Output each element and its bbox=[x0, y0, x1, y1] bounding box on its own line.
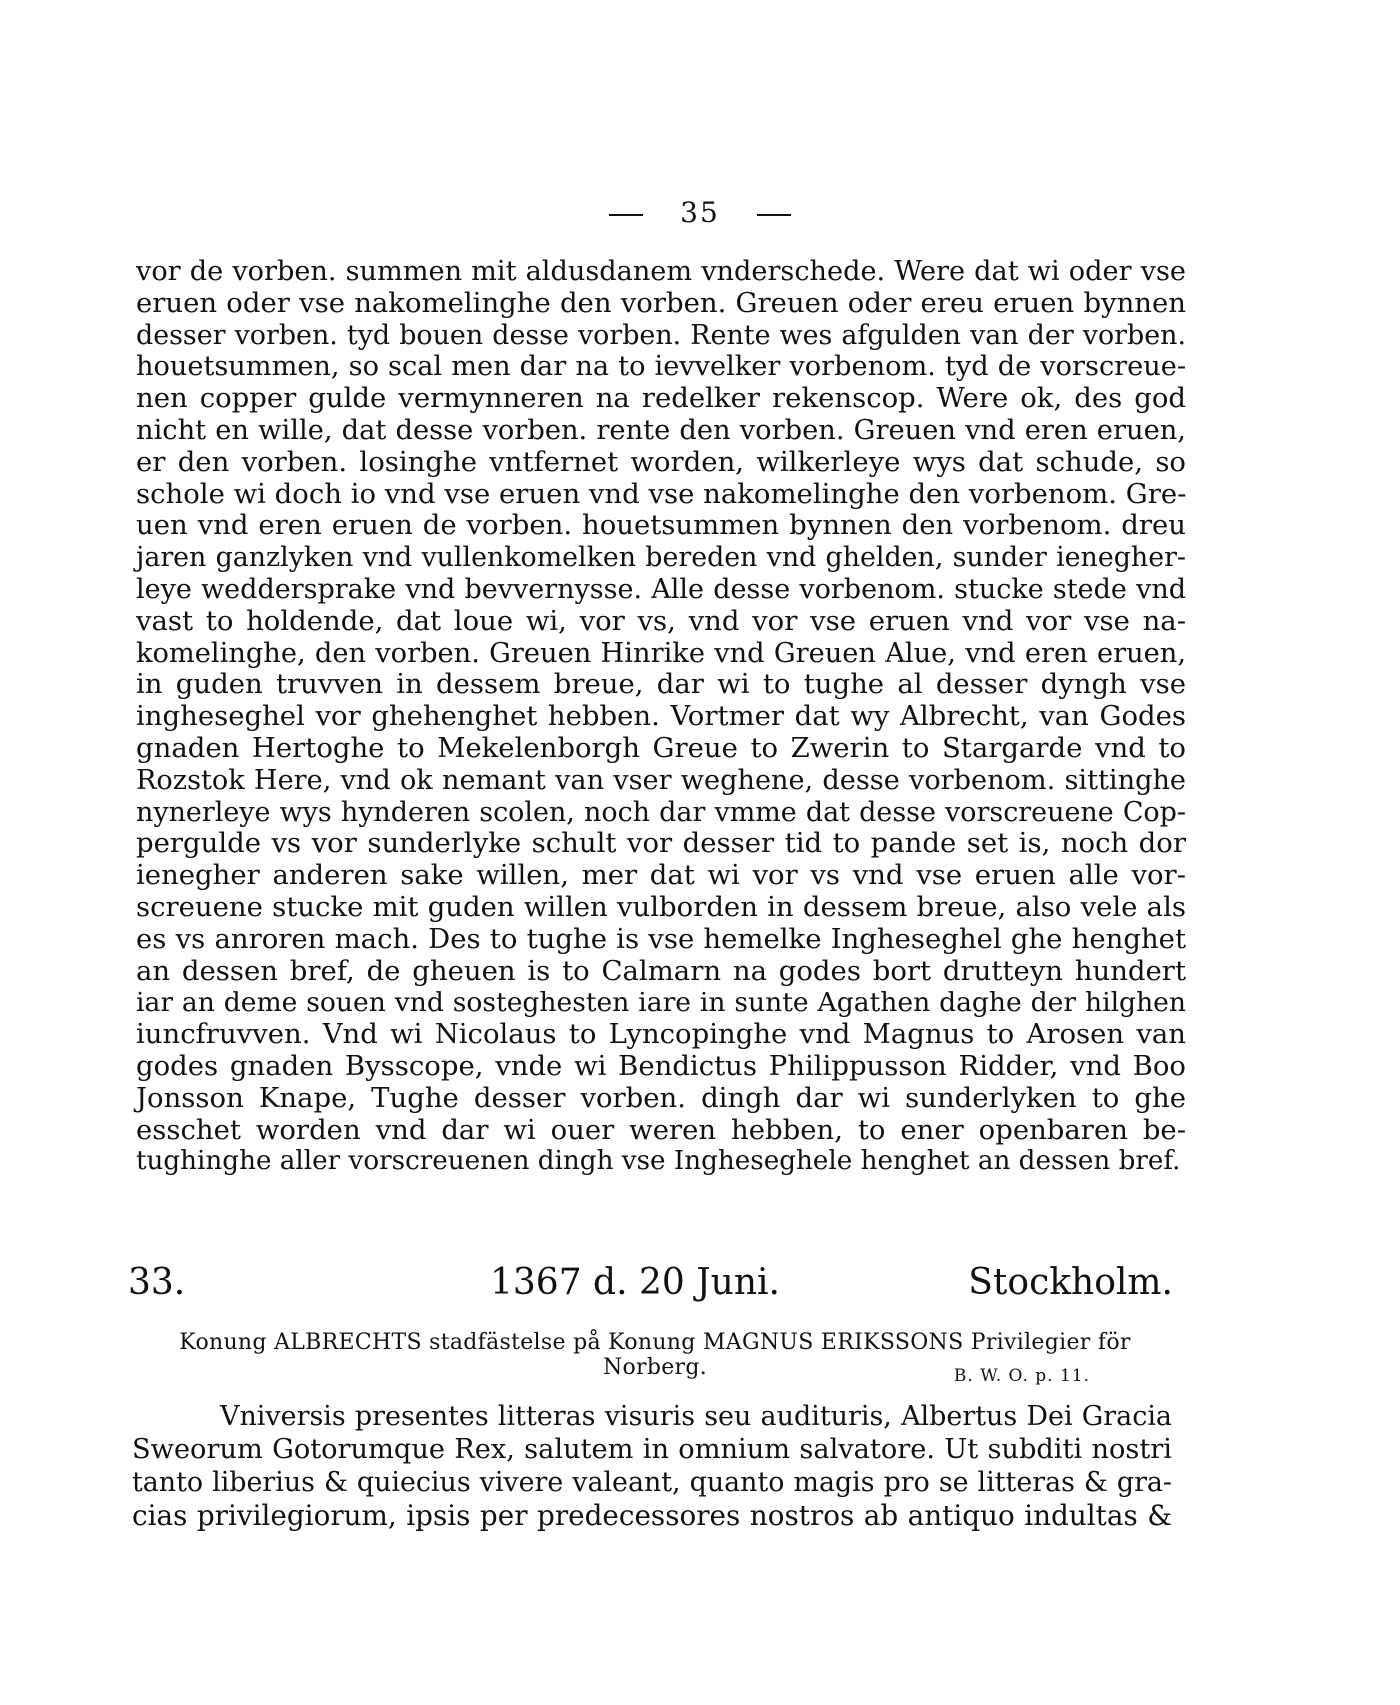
text-line: gnaden Hertoghe to Mekelenborgh Greue to Zwerin to Stargarde vnd to bbox=[136, 731, 1186, 764]
text-line: leye weddersprake vnd bevvernysse. Alle desse vorbenom. stucke stede vnd bbox=[136, 573, 1186, 605]
body-text bbox=[136, 256, 1186, 1178]
text-line: iar an deme souen vnd sosteghesten iare in sunte Agathen daghe der hilghen bbox=[136, 987, 1186, 1019]
text-line: nynerleye wys hynderen scolen, noch dar vmme dat desse vorscreuene Cop- bbox=[136, 796, 1186, 828]
entry-heading bbox=[128, 1262, 1173, 1306]
text-line: nen copper gulde vermynneren na redelker rekenscop. Were ok, des god bbox=[136, 382, 1186, 415]
text-line: godes gnaden Bysscope, vnde wi Bendictus Philippusson Ridder, vnd Boo bbox=[136, 1049, 1186, 1082]
text-line: vor de vorben. summen mit aldusdanem vnderschede. Were dat wi oder vse bbox=[136, 256, 1186, 287]
entry-date: 1367 d. 20 Juni. bbox=[490, 1262, 781, 1303]
text-line: pergulde vs vor sunderlyke schult vor desser tid to pande set is, noch dor bbox=[136, 827, 1186, 860]
latin-line: cias privilegiorum, ipsis per predecessores nostros ab antiquo indultas & bbox=[132, 1499, 1172, 1532]
text-line: esschet worden vnd dar wi ouer weren hebben, to ener openbaren be- bbox=[136, 1113, 1186, 1146]
text-line: ienegher anderen sake willen, mer dat wi vor vs vnd vse eruen alle vor- bbox=[136, 859, 1186, 892]
latin-text bbox=[132, 1400, 1172, 1532]
text-line: Jonsson Knape, Tughe desser vorben. dingh dar wi sunderlyken to ghe bbox=[136, 1081, 1186, 1114]
text-line: in guden truvven in dessem breue, dar wi to tughe al desser dyngh vse bbox=[136, 668, 1186, 701]
page-header bbox=[0, 196, 1400, 229]
text-line: es vs anroren mach. Des to tughe is vse hemelke Ingheseghel ghe henghet bbox=[136, 922, 1186, 955]
text-line: desser vorben. tyd bouen desse vorben. Rente wes afgulden van der vorben. bbox=[136, 319, 1186, 351]
text-line: nicht en wille, dat desse vorben. rente den vorben. Greuen vnd eren eruen, bbox=[136, 414, 1186, 446]
entry-source: B. W. O. p. 11. bbox=[953, 1366, 1090, 1386]
latin-line: tanto liberius & quiecius vivere valeant, quanto magis pro se litteras & gra- bbox=[132, 1467, 1172, 1498]
latin-line: Vniversis presentes litteras visuris seu audituris, Albertus Dei Gracia bbox=[220, 1401, 1172, 1432]
text-line: uen vnd eren eruen de vorben. houetsummen bynnen den vorbenom. dreu bbox=[136, 509, 1186, 542]
text-line: eruen oder vse nakomelinghe den vorben. Greuen oder ereu eruen bynnen bbox=[136, 286, 1186, 319]
text-line: ingheseghel vor ghehenghet hebben. Vortmer dat wy Albrecht, van Godes bbox=[136, 700, 1186, 733]
text-line: er den vorben. losinghe vntfernet worden, wilkerleye wys dat schude, so bbox=[136, 445, 1186, 478]
text-line: screuene stucke mit guden willen vulborden in dessem breue, also vele als bbox=[136, 890, 1186, 923]
page-number: 35 bbox=[680, 196, 720, 229]
entry-place: Stockholm. bbox=[968, 1262, 1173, 1303]
text-line: jaren ganzlyken vnd vullenkomelken bereden vnd ghelden, sunder ienegher- bbox=[136, 542, 1186, 574]
text-line: Rozstok Here, vnd ok nemant van vser weghene, desse vorbenom. sittinghe bbox=[136, 764, 1186, 796]
text-line: houetsummen, so scal men dar na to ievvelker vorbenom. tyd de vorscreue- bbox=[136, 351, 1186, 383]
text-line: iuncfruvven. Vnd wi Nicolaus to Lyncopinghe vnd Magnus to Arosen van bbox=[136, 1018, 1186, 1051]
entry-summary: Konung ALBRECHTS stadfästelse på Konung MAGNUS ERIKSSONS Privilegier för Norberg. bbox=[179, 1330, 1131, 1380]
text-line: tughinghe aller vorscreuenen dingh vse Ingheseghele henghet an dessen bref. bbox=[136, 1146, 1181, 1177]
latin-line: Sweorum Gotorumque Rex, salutem in omnium salvatore. Ut subditi nostri bbox=[132, 1434, 1172, 1465]
header-dash-right bbox=[757, 214, 791, 216]
text-line: schole wi doch io vnd vse eruen vnd vse nakomelinghe den vorbenom. Gre- bbox=[136, 477, 1187, 510]
text-line: an dessen bref, de gheuen is to Calmarn na godes bort drutteyn hundert bbox=[136, 954, 1186, 987]
entry-number: 33. bbox=[128, 1262, 186, 1303]
header-dash-left bbox=[609, 214, 643, 216]
text-line: vast to holdende, dat loue wi, vor vs, vnd vor vse eruen vnd vor vse na- bbox=[136, 604, 1186, 637]
text-line: komelinghe, den vorben. Greuen Hinrike vnd Greuen Alue, vnd eren eruen, bbox=[136, 637, 1186, 669]
